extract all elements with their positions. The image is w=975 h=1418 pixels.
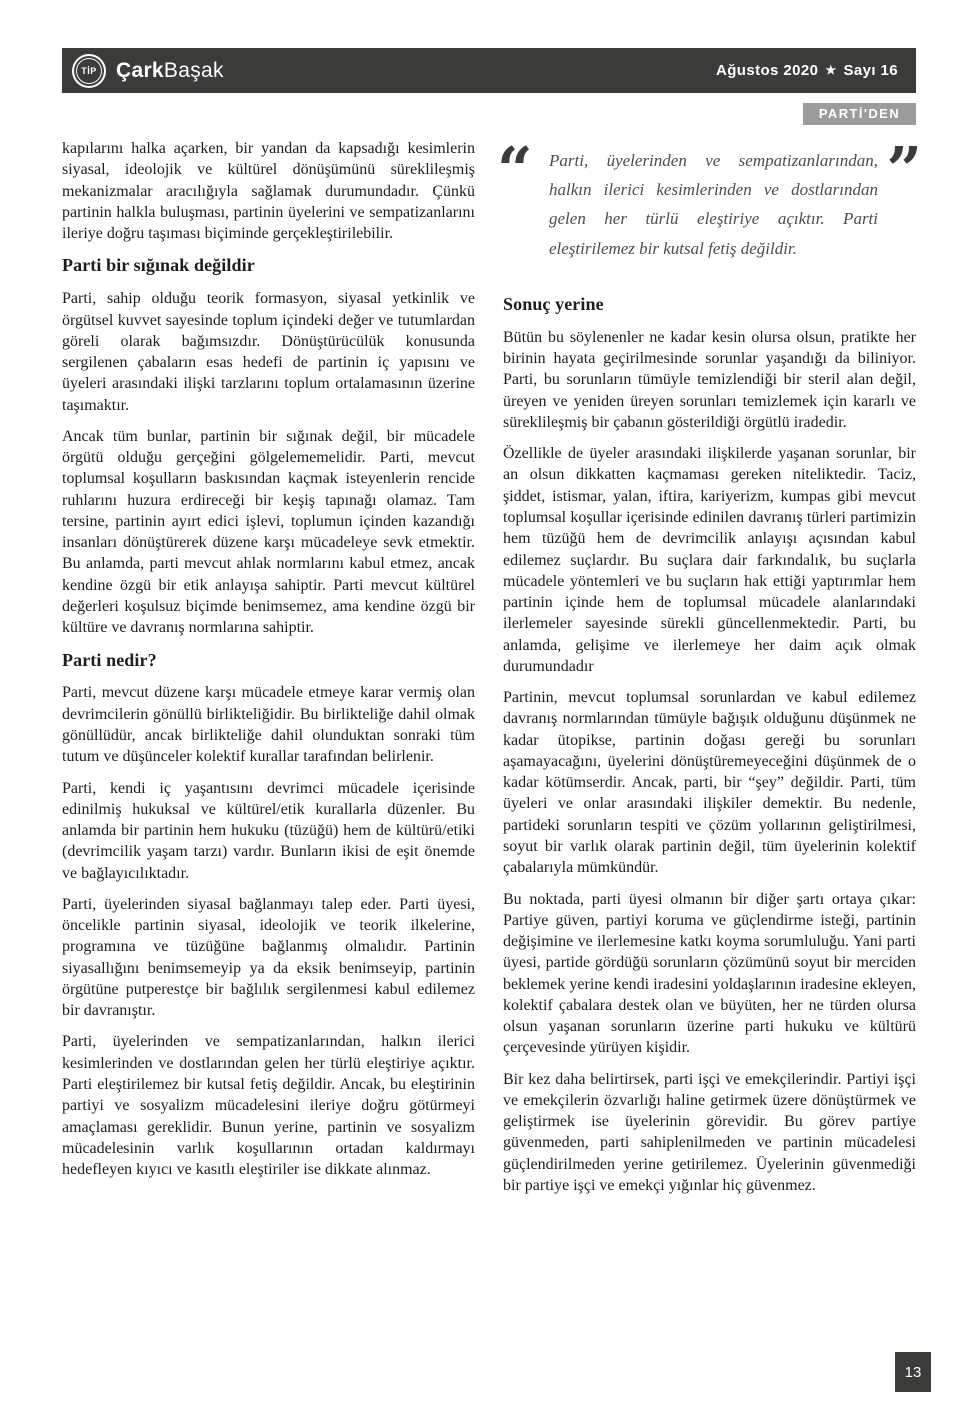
brand-name bbox=[116, 59, 224, 83]
pull-quote-text: Parti, üyelerinden ve sempatizanlarından, halkın ilerici kesimlerinden ve dostlarından gelen her türlü eleştiriye açıktır. Parti eleştirilemez bir kutsal fetiş değildir. bbox=[549, 151, 878, 258]
heading-parti-bir-siginak-degildir: Parti bir sığınak değildir bbox=[62, 255, 255, 276]
tip-party-logo-icon bbox=[72, 54, 106, 88]
article-body bbox=[62, 133, 922, 1206]
paragraph: kapılarını halka açarken, bir yandan da kapsadığı kesimlerin siyasal, ideolojik ve kültürel dönüşümünü süreklileşmiş mekanizmalar aracılığıyla sağlamak durumundadır. Çünkü partinin halkla buluşması, partinin üyelerini ve sempatizanlarını ileriye doğru taşıması biçiminde gerçekleştirilebilir. bbox=[62, 140, 475, 243]
paragraph: Parti, üyelerinden ve sempatizanlarından, halkın ilerici kesimlerinden ve dostlarından gelen her türlü eleştiriye açıktır. Parti eleştirilemez bir kutsal fetiş değildir. Ancak, bu eleştirinin partiyi ve sosyalizm mücadelesini ileriye doğru götürmeyi amaçlaması gereklidir. Bunun yerine, partinin ve sosyalizm mücadelesinin varlık koşullarının ortadan kaldırmayı hedefleyen kıyıcı ve kasıtlı eleştiriler ise dikkate alınmaz. bbox=[62, 1033, 475, 1179]
heading-sonuc-yerine: Sonuç yerine bbox=[503, 293, 604, 314]
paragraph: Bu noktada, parti üyesi olmanın bir diğer şartı ortaya çıkar: Partiye güven, partiyi koruma ve güçlendirme isteği, partinin değişimine ve ilerlemesine katkı koyma sorumluluğu. Yani parti üyesi, partide gördüğü sorunların çözümünü soyut bir merciden beklemek yerine kendi iradesini yoldaşlarının iradesine ekleyen, kolektif çabalara destek olan ve büyüten, her ne türden olursa olsun yaşanan sorunların üzerine parti hukuku ve kültürü çerçevesinde yürüyen kişidir. bbox=[503, 890, 916, 1057]
paragraph: Parti, sahip olduğu teorik formasyon, siyasal yetkinlik ve örgütsel kuvvet sayesinde toplum içindeki değer ve tutumlardan göreli olarak bağımsızdır. Dönüştürücülük konusunda sergilenen çabaların esas hedefi de partinin iç yapısını ve üyeleri arasındaki ilişki tarzlarını toplum ortalamasının üzerine taşımaktır. bbox=[62, 290, 475, 414]
left-column bbox=[62, 138, 475, 1206]
heading-parti-nedir: Parti nedir? bbox=[62, 649, 157, 670]
paragraph: Ancak tüm bunlar, partinin bir sığınak değil, bir mücadele örgütü olduğu gerçeğini gölgelememelidir. Parti, mevcut toplumsal koşulların baskısından kaçmak isteyenlerin rencide ruhlarını huzura erdireceği bir keşiş tapınağı olamaz. Tam tersine, partinin ayırt edici işlevi, toplumun içinden kazandığı insanları dönüştürerek düzene karşı mücadeleye sevk etmektir. Bu anlamda, parti mevcut ahlak normlarını kabul etmez, ancak kendine özgü bir etik anlayışa sahiptir. Parti mevcut kültürel değerleri koşulsuz biçimde benimsemez, ama kendine özgü bir kültüre ve davranış normlarına sahiptir. bbox=[62, 427, 475, 637]
paragraph: Özellikle de üyeler arasındaki ilişkilerde yaşanan sorunlar, bir an olsun dikkatten kaçmaması gereken niteliktedir. Taciz, şiddet, istismar, yalan, iftira, kariyerizm, kumpas gibi mevcut toplumsal koşullar içerisinde edinilen davranış türleri partimizin hem tüzüğü hem de devrimcilik anlayışı açısından kabul edilemez suçlardır. Bu suçlara dair farkındalık, bu suçlarla mücadele yöntemleri ve bu suçların hak ettiği yaptırımlar hem partinin içinde hem de toplumsal mücadele alanlarındaki ilerlemeler sayesinde sürekli güncellenmektedir. Parti, bu anlamda, gelişime ve ilerlemeye her daim açık olmak durumundadır bbox=[503, 445, 916, 675]
right-column bbox=[497, 133, 922, 1206]
paragraph: Parti, kendi iç yaşantısını devrimci mücadele içerisinde edinilmiş hukuksal ve kültürel/etik kurallarla düzenler. Bu anlamda bir partinin hem hukuku (tüzüğü) hem de kültürü/etiki (devrimcilik yaşam tarzı) vardır. Bunların ikisi de eşit önemde ve bağlayıcılıktadır. bbox=[62, 779, 475, 882]
issue-number: Sayı 16 bbox=[843, 62, 898, 79]
star-icon: ★ bbox=[825, 62, 837, 77]
open-quote-icon: “ bbox=[497, 133, 533, 206]
close-quote-icon: ” bbox=[886, 133, 922, 206]
issue-info bbox=[716, 62, 898, 79]
issue-month: Ağustos 2020 bbox=[715, 62, 819, 79]
section-tag: PARTİ'DEN bbox=[803, 103, 916, 125]
paragraph: Parti, mevcut düzene karşı mücadele etmeye karar vermiş olan devrimcilerin gönüllü birlikteliğidir. Bu birlikteliğe dahil olmak gönüllüdür, ancak birlikteliğe dahil olunduktan sonraki tüm tutum ve düşünceler kolektif kurallar tarafından belirlenir. bbox=[62, 684, 475, 766]
paragraph: Bir kez daha belirtirsek, parti işçi ve emekçilerindir. Partiyi işçi ve emekçilerin özvarlığı haline getirmek üzere dönüştürmek ve geliştirmek ise üyelerinin görevidir. Bu görev partiye güvenmeden, parti sahiplenilmeden ve partinin mücadelesi güçlendirilmeden yerine getirilemez. Üyelerinin güvenmediği bir partiye işçi ve emekçi yığınlar hiç güvenmez. bbox=[503, 1070, 916, 1194]
brand bbox=[72, 54, 224, 88]
header-bar bbox=[62, 48, 916, 93]
paragraph: Bütün bu söylenenler ne kadar kesin olursa olsun, pratikte her birinin hayata geçirilmesinde sorunlar yaşandığı da biliniyor. Parti, bu sorunların tümüyle temizlendiği bir steril alan değil, üreyen ve yeniden üreyen sorunları temizlemek için kararlı ve süreklileşmiş bir çabanın gösterildiği örgütlü iradedir. bbox=[503, 328, 916, 431]
paragraph: Partinin, mevcut toplumsal sorunlardan ve kabul edilemez davranış normlarından tümüyle bağışık olduğunu düşünmek ne kadar ütopikse, partinin doğası gereği bu sorunları aşamayacağını, üyelerini dönüştüremeyeceğini düşünmek de o kadar kötümserdir. Ancak, parti, bir “şey” değildir. Parti, tüm üyeleri ve onlar arasındaki ilişkiler demektir. Bu nedenle, partideki sorunların tespiti ve çözüm yollarının geliştirilmesi, soyut bir varlık olarak partinin değil, tüm üyelerinin kolektif çabalarıyla mümkündür. bbox=[503, 689, 916, 877]
page-number-badge: 13 bbox=[895, 1352, 931, 1392]
brand-name-light: Başak bbox=[163, 58, 224, 82]
paragraph: Parti, üyelerinden siyasal bağlanmayı talep eder. Parti üyesi, öncelikle partinin siyasal, ideolojik ve teorik ilkelerine, programına ve tüzüğüne bağlanmış olmalıdır. Partinin siyasallığını benimsemeyip ya da eksik benimseyip, partinin örgütüne putperestçe bir bağlılık sergilenmesi kabul edilemez bir davranıştır. bbox=[62, 895, 475, 1020]
brand-name-bold: Çark bbox=[116, 58, 164, 82]
pull-quote bbox=[497, 133, 922, 277]
section-tag-row bbox=[62, 103, 916, 125]
logo-text: TİP bbox=[81, 65, 97, 76]
